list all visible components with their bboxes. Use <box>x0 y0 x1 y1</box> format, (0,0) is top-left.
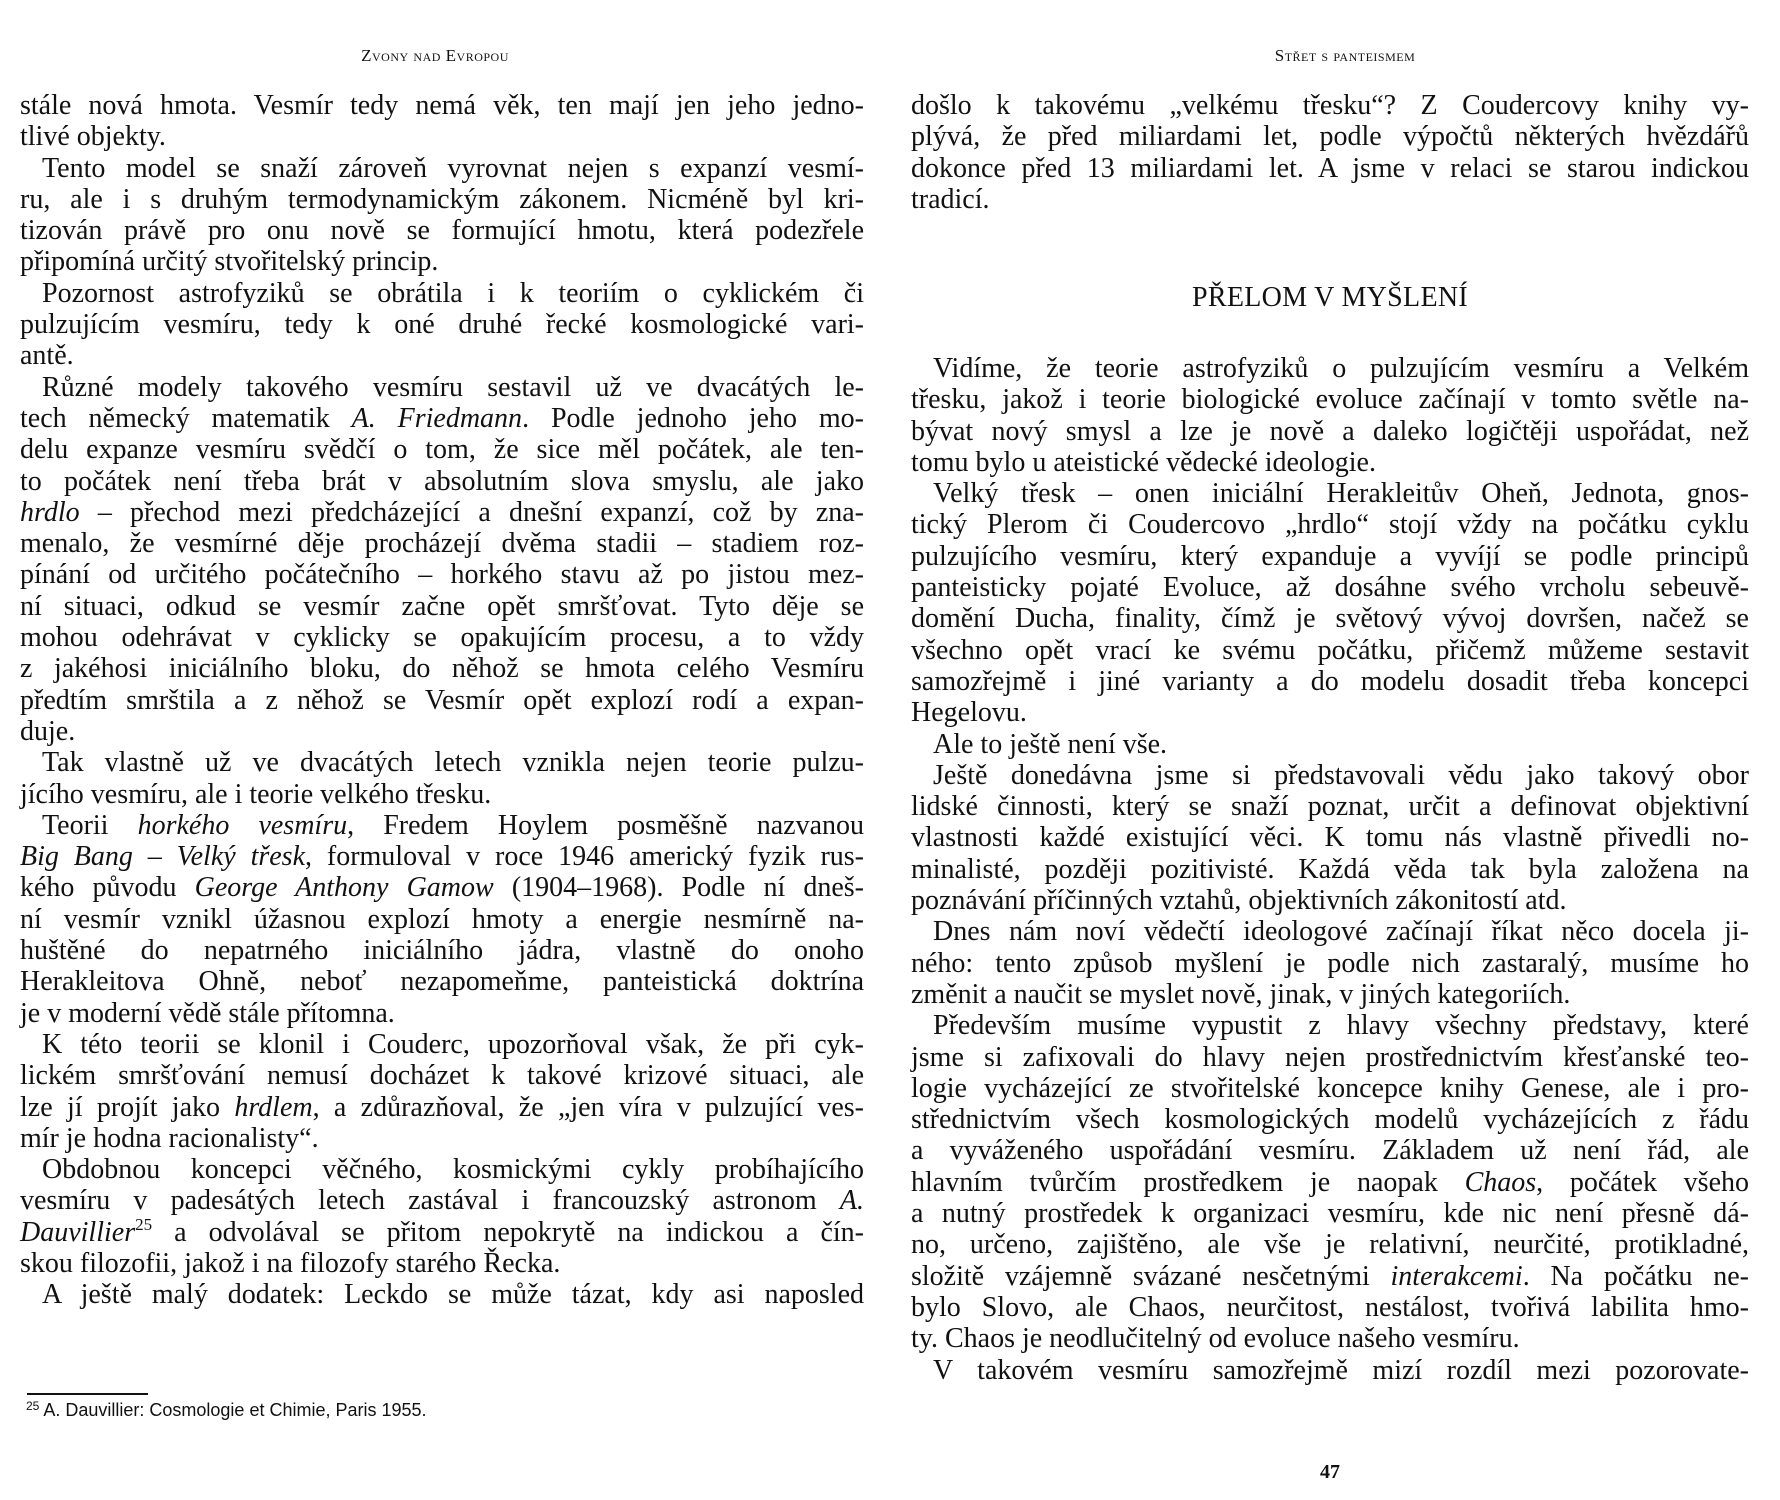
text-line <box>911 791 1749 822</box>
text-segment: a odvolával se přitom nepokrytě na indickou a čín- <box>152 1216 864 1248</box>
footnote-text: A. Dauvillier: Cosmologie et Chimie, Paris 1955. <box>39 1400 427 1420</box>
italic-text: Dauvillier <box>20 1216 136 1248</box>
text-line <box>911 572 1749 603</box>
text-segment: tradicí. <box>911 183 990 215</box>
text-segment: Pozornost astrofyziků se obrátila i k teoriím o cyklickém či <box>42 277 864 309</box>
text-line <box>20 434 864 465</box>
text-segment: Velký třesk – onen iniciální Herakleitův Oheň, Jednota, gnos- <box>933 478 1749 510</box>
text-segment: tech německý matematik <box>20 402 352 434</box>
text-line <box>911 603 1749 634</box>
text-segment: Tak vlastně už ve dvacátých letech vznikla nejen teorie pulzu- <box>42 747 864 779</box>
text-line <box>911 729 1749 760</box>
text-segment: pulzujícího vesmíru, který expanduje a vyvíjí se podle principů <box>911 540 1749 572</box>
text-line <box>911 948 1749 979</box>
text-segment: ru, ale i s druhým termodynamickým zákonem. Nicméně byl kri- <box>20 183 864 215</box>
text-segment: pínání od určitého počátečního – horkého stavu až po jistou mez- <box>20 559 864 591</box>
text-segment: ní vesmír vznikl úžasnou explozí hmoty a energie nesmírně na- <box>20 903 864 935</box>
text-line <box>911 979 1749 1010</box>
italic-text: hrdlem <box>234 1091 313 1123</box>
text-segment: a vyváženého uspořádání vesmíru. Základem už není řád, ale <box>911 1135 1749 1167</box>
italic-text: hrdlo <box>20 496 80 528</box>
text-line <box>20 1248 864 1279</box>
text-segment: a nutný prostředek k organizaci vesmíru, kde nic není přesně dá- <box>911 1198 1749 1230</box>
text-line <box>911 666 1749 697</box>
text-line <box>911 916 1749 947</box>
italic-text: George Anthony Gamow <box>194 872 494 904</box>
text-segment: složitě vzájemně svázané nesčetnými <box>911 1260 1391 1292</box>
footnote-number: 25 <box>26 1399 40 1413</box>
text-line <box>20 184 864 215</box>
text-line <box>20 716 864 747</box>
footnote-25 <box>26 1400 427 1421</box>
text-segment: mohou odehrávat v cyklicky se opakujícím procesu, a to vždy <box>20 622 864 654</box>
text-segment: lickém smršťování nemusí docházet k takové krizové situaci, ale <box>20 1060 864 1092</box>
text-line <box>20 747 864 778</box>
text-segment: . Podle jednoho jeho mo- <box>522 402 864 434</box>
text-segment: Hegelovu. <box>911 697 1027 729</box>
text-line <box>911 353 1749 384</box>
text-segment: jícího vesmíru, ale i teorie velkého třesku. <box>20 778 492 810</box>
text-segment: je v moderní vědě stále přítomna. <box>20 997 395 1029</box>
footnote-reference: 25 <box>135 1214 153 1234</box>
text-line <box>20 1154 864 1185</box>
text-line <box>20 1185 864 1216</box>
text-segment: A ještě malý dodatek: Leckdo se může tázat, kdy asi naposled <box>42 1279 864 1311</box>
text-line <box>911 90 1749 121</box>
text-line <box>20 372 864 403</box>
text-line <box>20 841 864 872</box>
text-line <box>20 685 864 716</box>
text-segment: tický Plerom či Coudercovo „hrdlo“ stojí vždy na počátku cyklu <box>911 509 1749 541</box>
text-line <box>20 90 864 121</box>
text-line <box>911 384 1749 415</box>
footnote-divider <box>27 1393 148 1395</box>
right-page <box>890 0 1780 1500</box>
text-line <box>911 1261 1749 1292</box>
text-line <box>20 215 864 246</box>
text-line <box>20 1279 864 1310</box>
text-segment: Teorii <box>42 809 138 841</box>
text-line <box>20 622 864 653</box>
text-segment: střednictvím všech kosmologických modelů vycházejících z řádu <box>911 1104 1749 1136</box>
text-segment: minalisté, později pozitivisté. Každá věda tak byla založena na <box>911 853 1749 885</box>
text-line <box>911 1323 1749 1354</box>
text-line <box>20 1123 864 1154</box>
text-segment: – přechod mezi předcházející a dnešní expanzí, což by zna- <box>79 496 864 528</box>
text-segment: delu expanze vesmíru svědčí o tom, že sice měl počátek, ale ten- <box>20 434 864 466</box>
text-segment: vesmíru v padesátých letech zastával i francouzský astronom <box>20 1185 840 1217</box>
text-segment: všechno opět vrací ke svému počátku, přičemž můžeme sestavit <box>911 634 1749 666</box>
text-segment: z jakéhosi iniciálního bloku, do něhož se hmota celého Vesmíru <box>20 653 864 685</box>
text-segment: Ještě donedávna jsme si představovali vědu jako takový obor <box>933 759 1749 791</box>
text-line <box>20 966 864 997</box>
text-line <box>20 403 864 434</box>
text-line <box>911 635 1749 666</box>
text-line <box>20 998 864 1029</box>
text-line <box>20 1092 864 1123</box>
italic-text: interakcemi <box>1390 1260 1523 1292</box>
text-line <box>911 822 1749 853</box>
text-line <box>20 153 864 184</box>
text-line <box>20 340 864 371</box>
text-line <box>911 1229 1749 1260</box>
left-body-text <box>20 90 864 1311</box>
text-segment: ného: tento způsob myšlení je podle nich zastaralý, musíme ho <box>911 947 1749 979</box>
text-line <box>20 466 864 497</box>
right-top-text <box>911 90 1749 215</box>
text-line <box>20 935 864 966</box>
text-line <box>20 591 864 622</box>
text-line <box>911 509 1749 540</box>
text-line <box>20 872 864 903</box>
text-segment: antě. <box>20 340 74 372</box>
text-line <box>20 904 864 935</box>
text-line <box>911 885 1749 916</box>
text-line <box>911 1135 1749 1166</box>
text-line <box>911 121 1749 152</box>
text-segment: logie vycházející ze stvořitelské koncepce knihy Genese, ale i pro- <box>911 1072 1749 1104</box>
text-segment: kého původu <box>20 872 195 904</box>
text-segment: panteisticky pojaté Evoluce, až dosáhne svého vrcholu sebeuvě- <box>911 572 1749 604</box>
text-line <box>20 1029 864 1060</box>
text-line <box>20 278 864 309</box>
text-segment: Herakleitova Ohně, neboť nezapomeňme, panteistická doktrína <box>20 966 864 998</box>
text-segment: tlivé objekty. <box>20 121 166 153</box>
text-segment: Obdobnou koncepci věčného, kosmickými cykly probíhajícího <box>42 1154 864 1186</box>
text-segment: domění Ducha, finality, čímž je světový vývoj dovršen, načež se <box>911 603 1749 635</box>
text-line <box>911 1042 1749 1073</box>
text-line <box>911 153 1749 184</box>
text-line <box>911 1355 1749 1386</box>
text-segment: Vidíme, že teorie astrofyziků o pulzujícím vesmíru a Velkém <box>933 353 1749 384</box>
text-line <box>20 1060 864 1091</box>
text-segment: ty. Chaos je neodlučitelný od evoluce našeho vesmíru. <box>911 1323 1520 1355</box>
text-line <box>911 541 1749 572</box>
page-number: 47 <box>1320 1461 1340 1483</box>
text-segment: skou filozofii, jakož i na filozofy starého Řecka. <box>20 1247 561 1279</box>
text-segment: vlastnosti každé existující věci. K tomu nás vlastně přivedli no- <box>911 822 1749 854</box>
text-segment: dokonce před 13 miliardami let. A jsme v relaci se starou indickou <box>911 152 1749 184</box>
text-line <box>911 1073 1749 1104</box>
italic-text: Big Bang – Velký třesk <box>20 841 305 873</box>
text-line <box>20 779 864 810</box>
text-segment: lidské činnosti, který se snaží poznat, určit a definovat objektivní <box>911 791 1749 823</box>
italic-text: horkého vesmíru <box>137 809 348 841</box>
text-segment: V takovém vesmíru samozřejmě mizí rozdíl mezi pozorovate- <box>933 1354 1749 1386</box>
text-segment: Především musíme vypustit z hlavy všechny představy, které <box>933 1010 1749 1042</box>
text-segment: Dnes nám noví vědečtí ideologové začínají říkat něco docela ji- <box>933 916 1749 948</box>
text-segment: tizován právě pro onu nově se formující hmotu, která podezřele <box>20 215 864 247</box>
text-segment: , formuloval v roce 1946 americký fyzik rus- <box>305 841 864 873</box>
text-line <box>911 478 1749 509</box>
text-segment: pulzujícím vesmíru, tedy k oné druhé řecké kosmologické vari- <box>20 309 864 341</box>
text-segment: bylo Slovo, ale Chaos, neurčitost, nestálost, tvořivá labilita hmo- <box>911 1291 1749 1323</box>
running-head-right: Střet s panteismem <box>1274 46 1416 65</box>
text-segment: poznávání příčinných vztahů, objektivních zákonitostí atd. <box>911 885 1567 917</box>
text-segment: to počátek není třeba brát v absolutním slova smyslu, ale jako <box>20 465 864 497</box>
text-segment: huštěné do nepatrného iniciálního jádra, vlastně do onoho <box>20 935 864 967</box>
text-segment: připomíná určitý stvořitelský princip. <box>20 246 439 278</box>
italic-text: Chaos <box>1464 1166 1537 1198</box>
italic-text: A. <box>839 1185 864 1217</box>
text-segment: Tento model se snaží zároveň vyrovnat nejen s expanzí vesmí- <box>42 152 864 184</box>
text-segment: jsme si zafixovali do hlavy nejen prostřednictvím křesťanské teo- <box>911 1041 1749 1073</box>
text-segment: třesku, jakož i teorie biologické evoluce začínají v tomto světle na- <box>911 384 1749 416</box>
text-line <box>20 246 864 277</box>
text-line <box>911 1167 1749 1198</box>
text-segment: . Na počátku ne- <box>1522 1260 1749 1292</box>
text-segment: tomu bylo u ateistické vědecké ideologie. <box>911 446 1376 478</box>
text-segment: došlo k takovému „velkému třesku“? Z Coudercovy knihy vy- <box>911 90 1749 121</box>
text-segment: , a zdůrazňoval, že „jen víra v pulzující ves- <box>312 1091 864 1123</box>
right-body-text <box>911 353 1749 1386</box>
text-segment: stále nová hmota. Vesmír tedy nemá věk, ten mají jen jeho jedno- <box>20 90 864 121</box>
text-segment: změnit a naučit se myslet nově, jinak, v jiných kategoriích. <box>911 978 1571 1010</box>
text-line <box>20 309 864 340</box>
text-line <box>911 1010 1749 1041</box>
text-segment: ní situaci, odkud se vesmír začne opět smršťovat. Tyto děje se <box>20 590 864 622</box>
text-line <box>20 810 864 841</box>
text-line <box>20 653 864 684</box>
text-segment: samozřejmě i jiné varianty a do modelu dosadit třeba koncepci <box>911 665 1749 697</box>
text-segment: Různé modely takového vesmíru sestavil už ve dvacátých le- <box>42 371 864 403</box>
text-line <box>20 1214 864 1248</box>
text-line <box>911 1104 1749 1135</box>
text-segment: bývat nový smysl a lze je nově a daleko logičtěji uspořádat, než <box>911 415 1749 447</box>
text-segment: , Fredem Hoylem posměšně nazvanou <box>347 809 864 841</box>
text-segment: (1904–1968). Podle ní dneš- <box>493 872 864 904</box>
text-segment: no, určeno, zajištěno, ale vše je relativní, neurčité, protikladné, <box>911 1229 1749 1261</box>
text-line <box>911 184 1749 215</box>
text-line <box>911 416 1749 447</box>
text-line <box>911 697 1749 728</box>
text-line <box>20 559 864 590</box>
text-line <box>911 447 1749 478</box>
text-line <box>20 121 864 152</box>
text-line <box>911 760 1749 791</box>
text-segment: Ale to ještě není vše. <box>933 728 1168 760</box>
text-segment: menalo, že vesmírné děje procházejí dvěma stadii – stadiem roz- <box>20 528 864 560</box>
running-head-left: Zvony nad Evropou <box>361 46 509 65</box>
text-line <box>911 1198 1749 1229</box>
text-segment: lze jí projít jako <box>20 1091 235 1123</box>
text-line <box>20 528 864 559</box>
text-segment: hlavním tvůrčím prostředkem je naopak <box>911 1166 1465 1198</box>
text-line <box>911 1292 1749 1323</box>
text-segment: , počátek všeho <box>1536 1166 1749 1198</box>
text-segment: duje. <box>20 715 76 747</box>
text-segment: předtím smrštila a z něhož se Vesmír opět explozí rodí a expan- <box>20 684 864 716</box>
text-segment: mír je hodna racionalisty“. <box>20 1122 319 1154</box>
text-segment: K této teorii se klonil i Couderc, upozorňoval však, že při cyk- <box>42 1028 864 1060</box>
italic-text: A. Friedmann <box>351 402 523 434</box>
text-segment: plývá, že před miliardami let, podle výpočtů některých hvězdářů <box>911 121 1749 153</box>
text-line <box>911 854 1749 885</box>
section-heading: PŘELOM V MYŠLENÍ <box>1191 282 1469 313</box>
text-line <box>20 497 864 528</box>
